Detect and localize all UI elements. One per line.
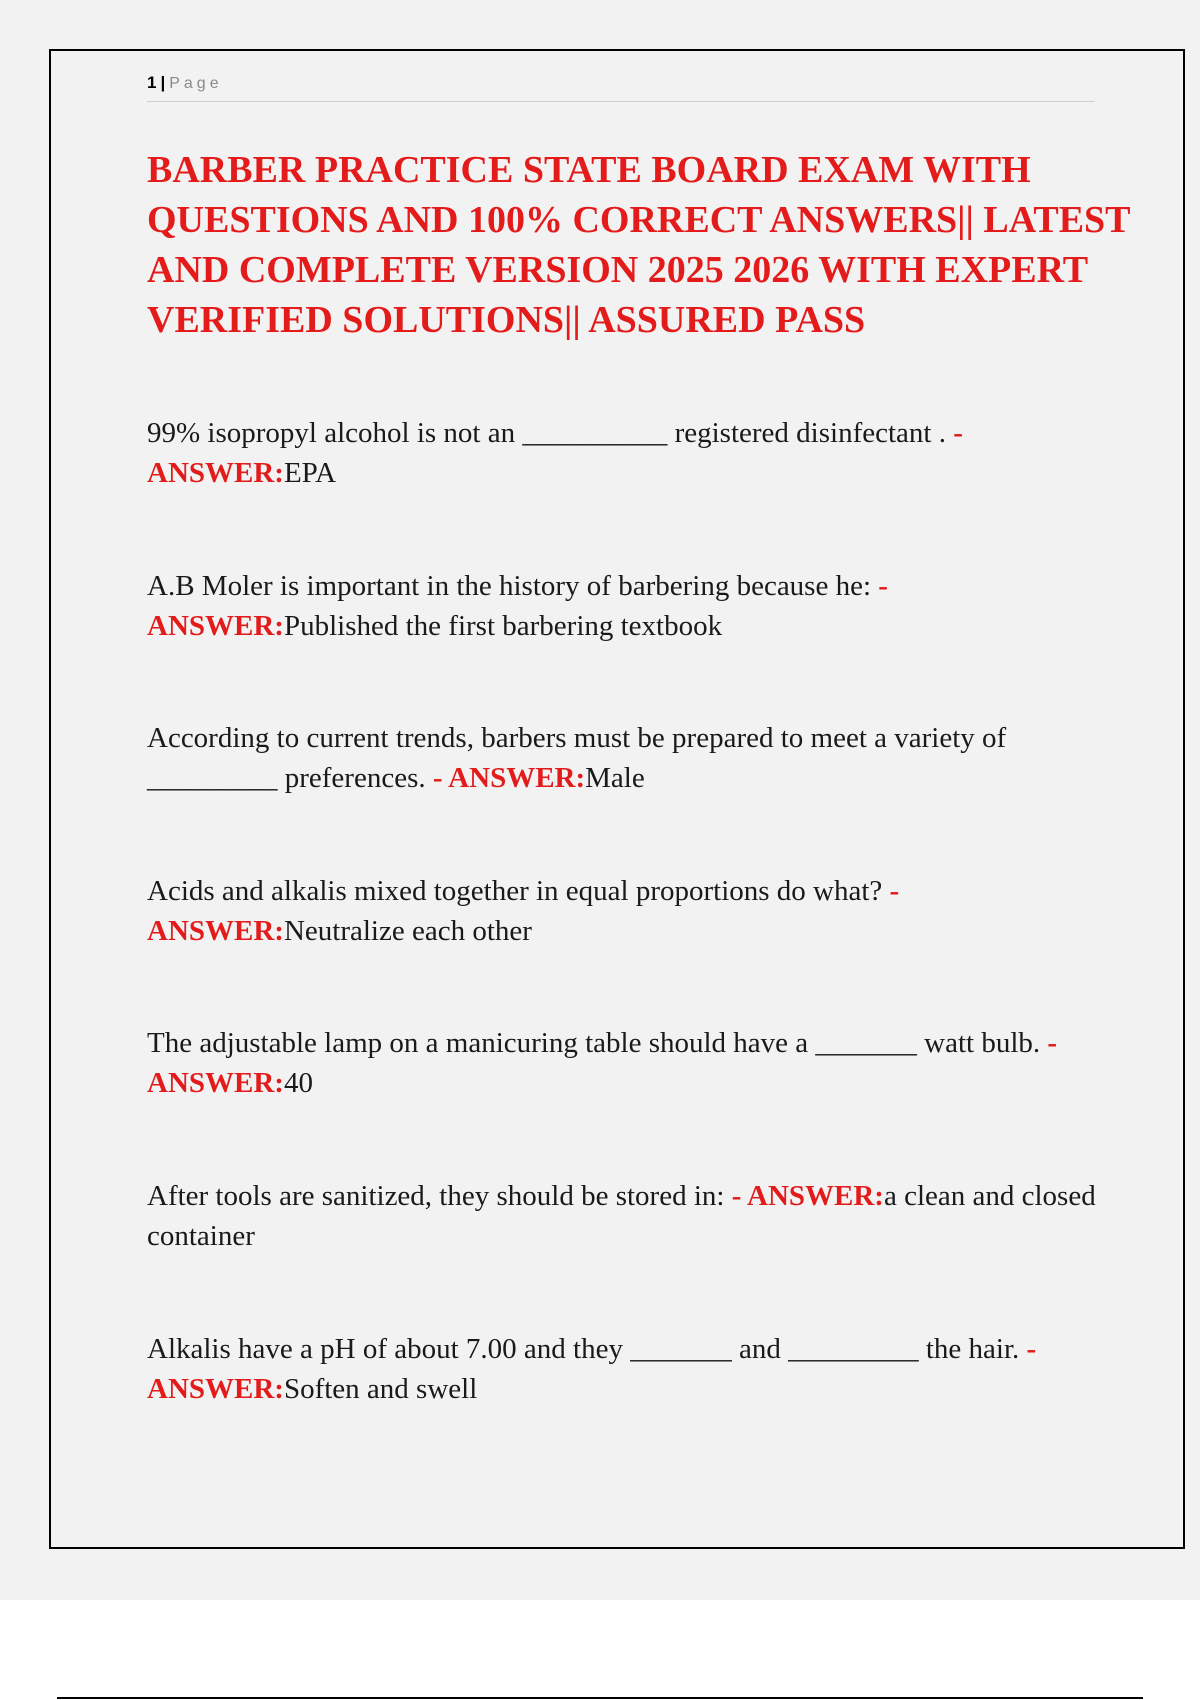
- answer-text: 40: [283, 1067, 313, 1099]
- question-text: Acids and alkalis mixed together in equal proportions do what?: [147, 875, 883, 907]
- qa-item: [147, 871, 1127, 951]
- answer-marker: - ANSWER:: [147, 875, 900, 947]
- question-text: After tools are sanitized, they should be stored in:: [147, 1180, 725, 1212]
- qa-item: [147, 1176, 1127, 1256]
- answer-text: Soften and swell: [283, 1373, 478, 1405]
- question-text: 99% isopropyl alcohol is not an __________ registered disinfectant .: [147, 417, 946, 449]
- answer-text: Neutralize each other: [283, 915, 532, 947]
- qa-item: [147, 413, 1127, 493]
- answer-text: Male: [585, 762, 645, 794]
- question-text: The adjustable lamp on a manicuring table should have a _______ watt bulb.: [147, 1027, 1041, 1059]
- document-title: BARBER PRACTICE STATE BOARD EXAM WITH QUESTIONS AND 100% CORRECT ANSWERS|| LATEST AND COMPLETE VERSION 2025 2026 WITH EXPERT VERIFIED SOLUTIONS|| ASSURED PASS: [147, 149, 1130, 341]
- answer-marker: - ANSWER:: [147, 1027, 1058, 1099]
- document-page: [49, 49, 1185, 1549]
- answer-marker: - ANSWER:: [147, 570, 888, 642]
- header-separator: |: [160, 73, 166, 92]
- question-text: According to current trends, barbers must be prepared to meet a variety of _________ preferences.: [147, 722, 1007, 794]
- qa-item: [147, 566, 1127, 646]
- question-text: Alkalis have a pH of about 7.00 and they _______ and _________ the hair.: [147, 1333, 1020, 1365]
- page-label: Page: [169, 75, 223, 92]
- qa-item: [147, 1023, 1127, 1103]
- next-page-top-border: [57, 1697, 1143, 1699]
- answer-marker: - ANSWER:: [147, 417, 963, 489]
- answer-marker: - ANSWER:: [147, 1333, 1037, 1405]
- qa-item: [147, 718, 1127, 798]
- answer-text: Published the first barbering textbook: [283, 610, 723, 642]
- qa-item: [147, 1329, 1127, 1409]
- page-header: [147, 73, 1095, 102]
- answer-text: EPA: [283, 457, 337, 489]
- answer-marker: - ANSWER:: [731, 1180, 884, 1212]
- page-number: 1: [147, 73, 157, 92]
- question-text: A.B Moler is important in the history of barbering because he:: [147, 570, 872, 602]
- answer-text: a clean and closed container: [147, 1180, 1096, 1252]
- answer-marker: - ANSWER:: [432, 762, 586, 794]
